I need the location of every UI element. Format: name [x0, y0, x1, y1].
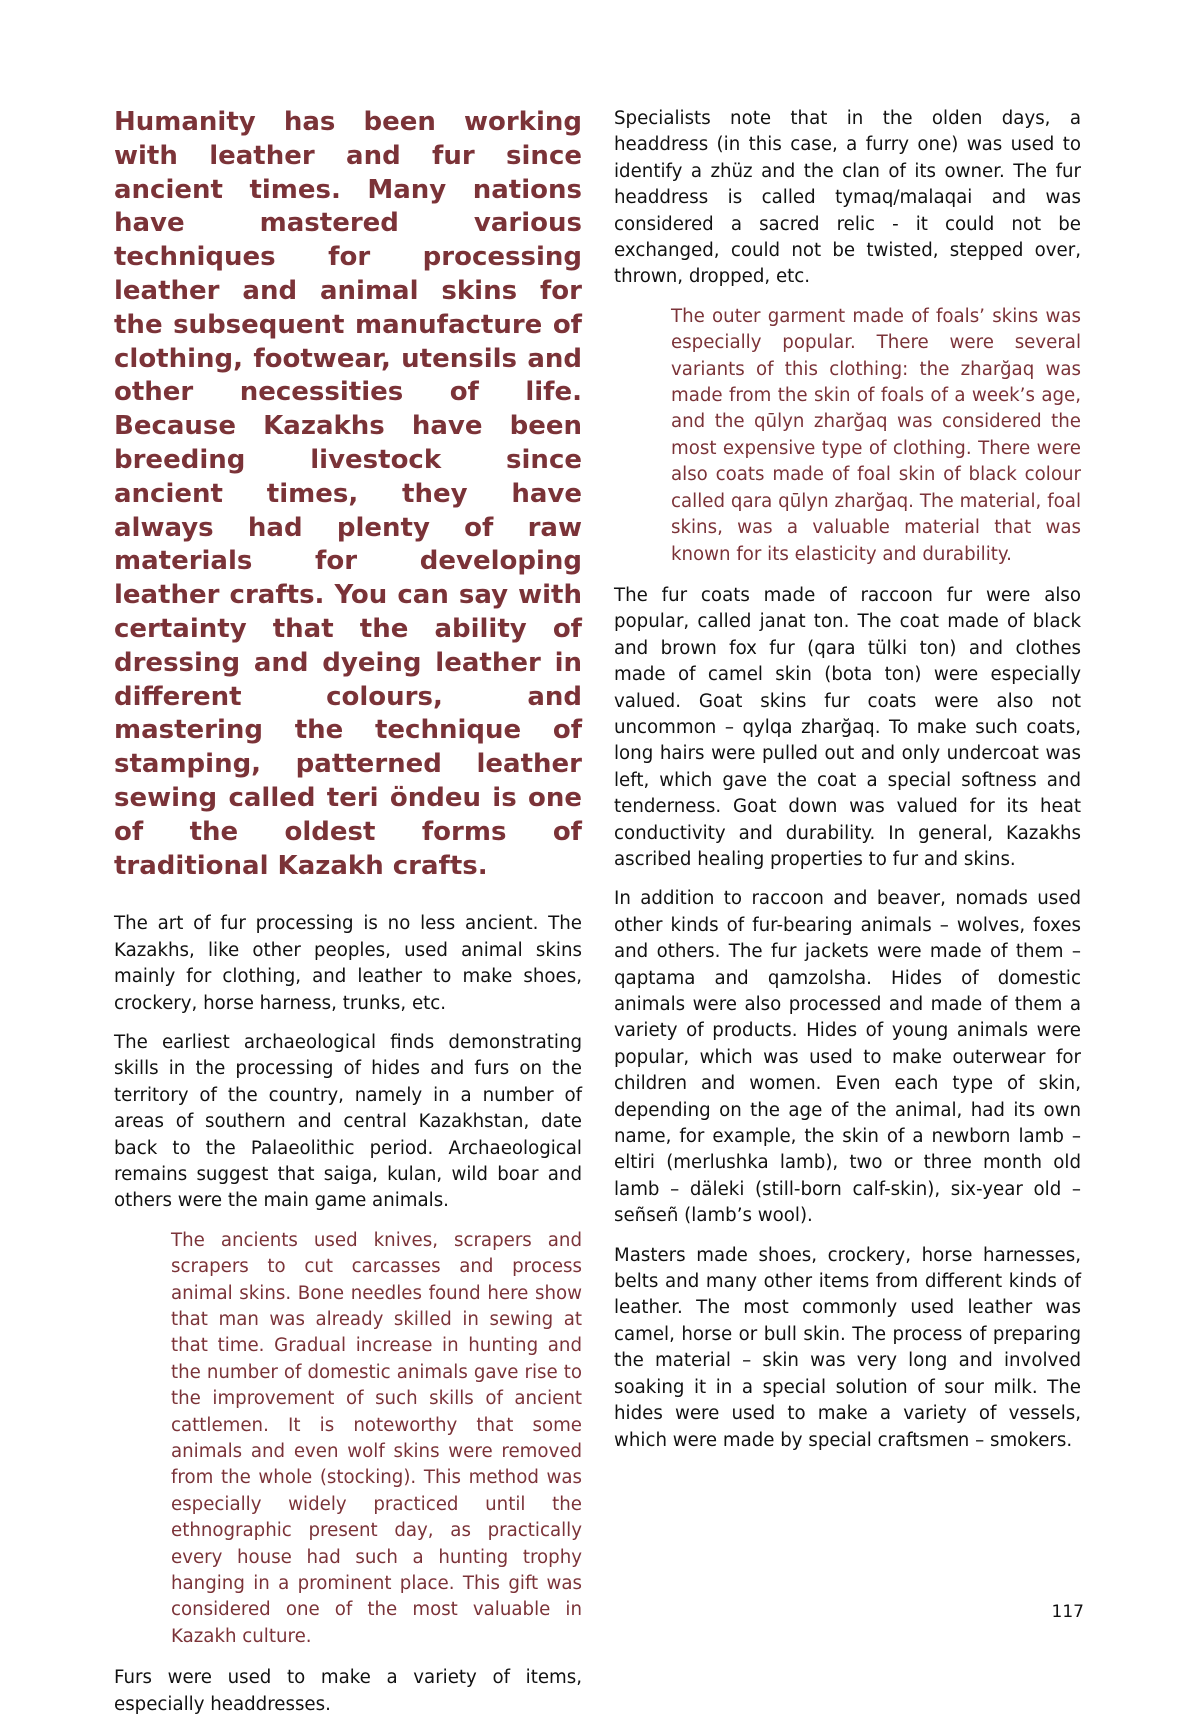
lead-paragraph: Humanity has been working with leather and fur since ancient times. Many nations have mastered various techniques for processing leather and animal skins for the subsequent manufacture of clothing, footwear, utensils and other necessities of life. Because Kazakhs have been breeding livestock since ancient times, they have always had plenty of raw materials for developing leather crafts. You can say with certainty that the ability of dressing and dyeing leather in different colours, and mastering the technique of stamping, patterned leather sewing called teri öndeu is one of the oldest forms of traditional Kazakh crafts. [114, 107, 582, 881]
body-paragraph-fur-coats: The fur coats made of raccoon fur were also popular, called janat ton. The coat made of black and brown fox fur (qara tülki ton) and clothes made of camel skin (bota ton) were especially valued. Goat skins fur coats were also not uncommon – qylqa zharğaq. To make such coats, long hairs were pulled out and only undercoat was left, which gave the coat a special softness and tenderness. Goat down was valued for its heat conductivity and durability. In general, Kazakhs ascribed healing properties to fur and skins. [614, 584, 1081, 870]
left-column [114, 106, 582, 1731]
body-paragraph-archaeological-finds: The earliest archaeological finds demonstrating skills in the processing of hides and furs on the territory of the country, namely in a number of areas of southern and central Kazakhstan, date back to the Palaeolithic period. Archaeological remains suggest that saiga, kulan, wild boar and others were the main game animals. [114, 1031, 582, 1212]
page-number: 117 [1051, 1602, 1084, 1622]
body-paragraph-leather-masters: Masters made shoes, crockery, horse harnesses, belts and many other items from different kinds of leather. The most commonly used leather was camel, horse or bull skin. The process of preparing the material – skin was very long and involved soaking it in a special solution of sour milk. The hides were used to make a variety of vessels, which were made by special craftsmen – smokers. [614, 1244, 1081, 1451]
right-column [614, 106, 1081, 1467]
body-paragraph-fur-processing: The art of fur processing is no less ancient. The Kazakhs, like other peoples, used animal skins mainly for clothing, and leather to make shoes, crockery, horse harness, trunks, etc. [114, 913, 582, 1014]
highlight-quote-foal-skins: The outer garment made of foals’ skins was especially popular. There were several variants of this clothing: the zharğaq was made from the skin of foals of a week’s age, and the qūlyn zharğaq was considered the most expensive type of clothing. There were also coats made of foal skin of black colour called qara qūlyn zharğaq. The material, foal skins, was a valuable material that was known for its elasticity and durability. [671, 305, 1081, 565]
body-paragraph-headdress: Specialists note that in the olden days, a headdress (in this case, a furry one) was used to identify a zhüz and the clan of its owner. The fur headdress is called tymaq/malaqai and was considered a sacred relic - it could not be exchanged, could not be twisted, stepped over, thrown, dropped, etc. [614, 108, 1081, 288]
highlight-quote-ancient-tools: The ancients used knives, scrapers and scrapers to cut carcasses and process animal skins. Bone needles found here show that man was already skilled in sewing at that time. Gradual increase in hunting and the number of domestic animals gave rise to the improvement of such skills of ancient cattlemen. It is noteworthy that some animals and even wolf skins were removed from the whole (stocking). This method was especially widely practiced until the ethnographic present day, as practically every house had such a hunting trophy hanging in a prominent place. This gift was considered one of the most valuable in Kazakh culture. [171, 1229, 582, 1647]
body-paragraph-furs-items: Furs were used to make a variety of items, especially headdresses. [114, 1667, 582, 1715]
body-paragraph-fur-bearing-animals: In addition to raccoon and beaver, nomads used other kinds of fur-bearing animals – wolves, foxes and others. The fur jackets were made of them – qaptama and qamzolsha. Hides of domestic animals were also processed and made of them a variety of products. Hides of young animals were popular, which was used to make outerwear for children and women. Even each type of skin, depending on the age of the animal, had its own name, for example, the skin of a newborn lamb – eltiri (merlushka lamb), two or three month old lamb – däleki (still-born calf-skin), six-year old – señseñ (lamb’s wool). [614, 888, 1081, 1227]
